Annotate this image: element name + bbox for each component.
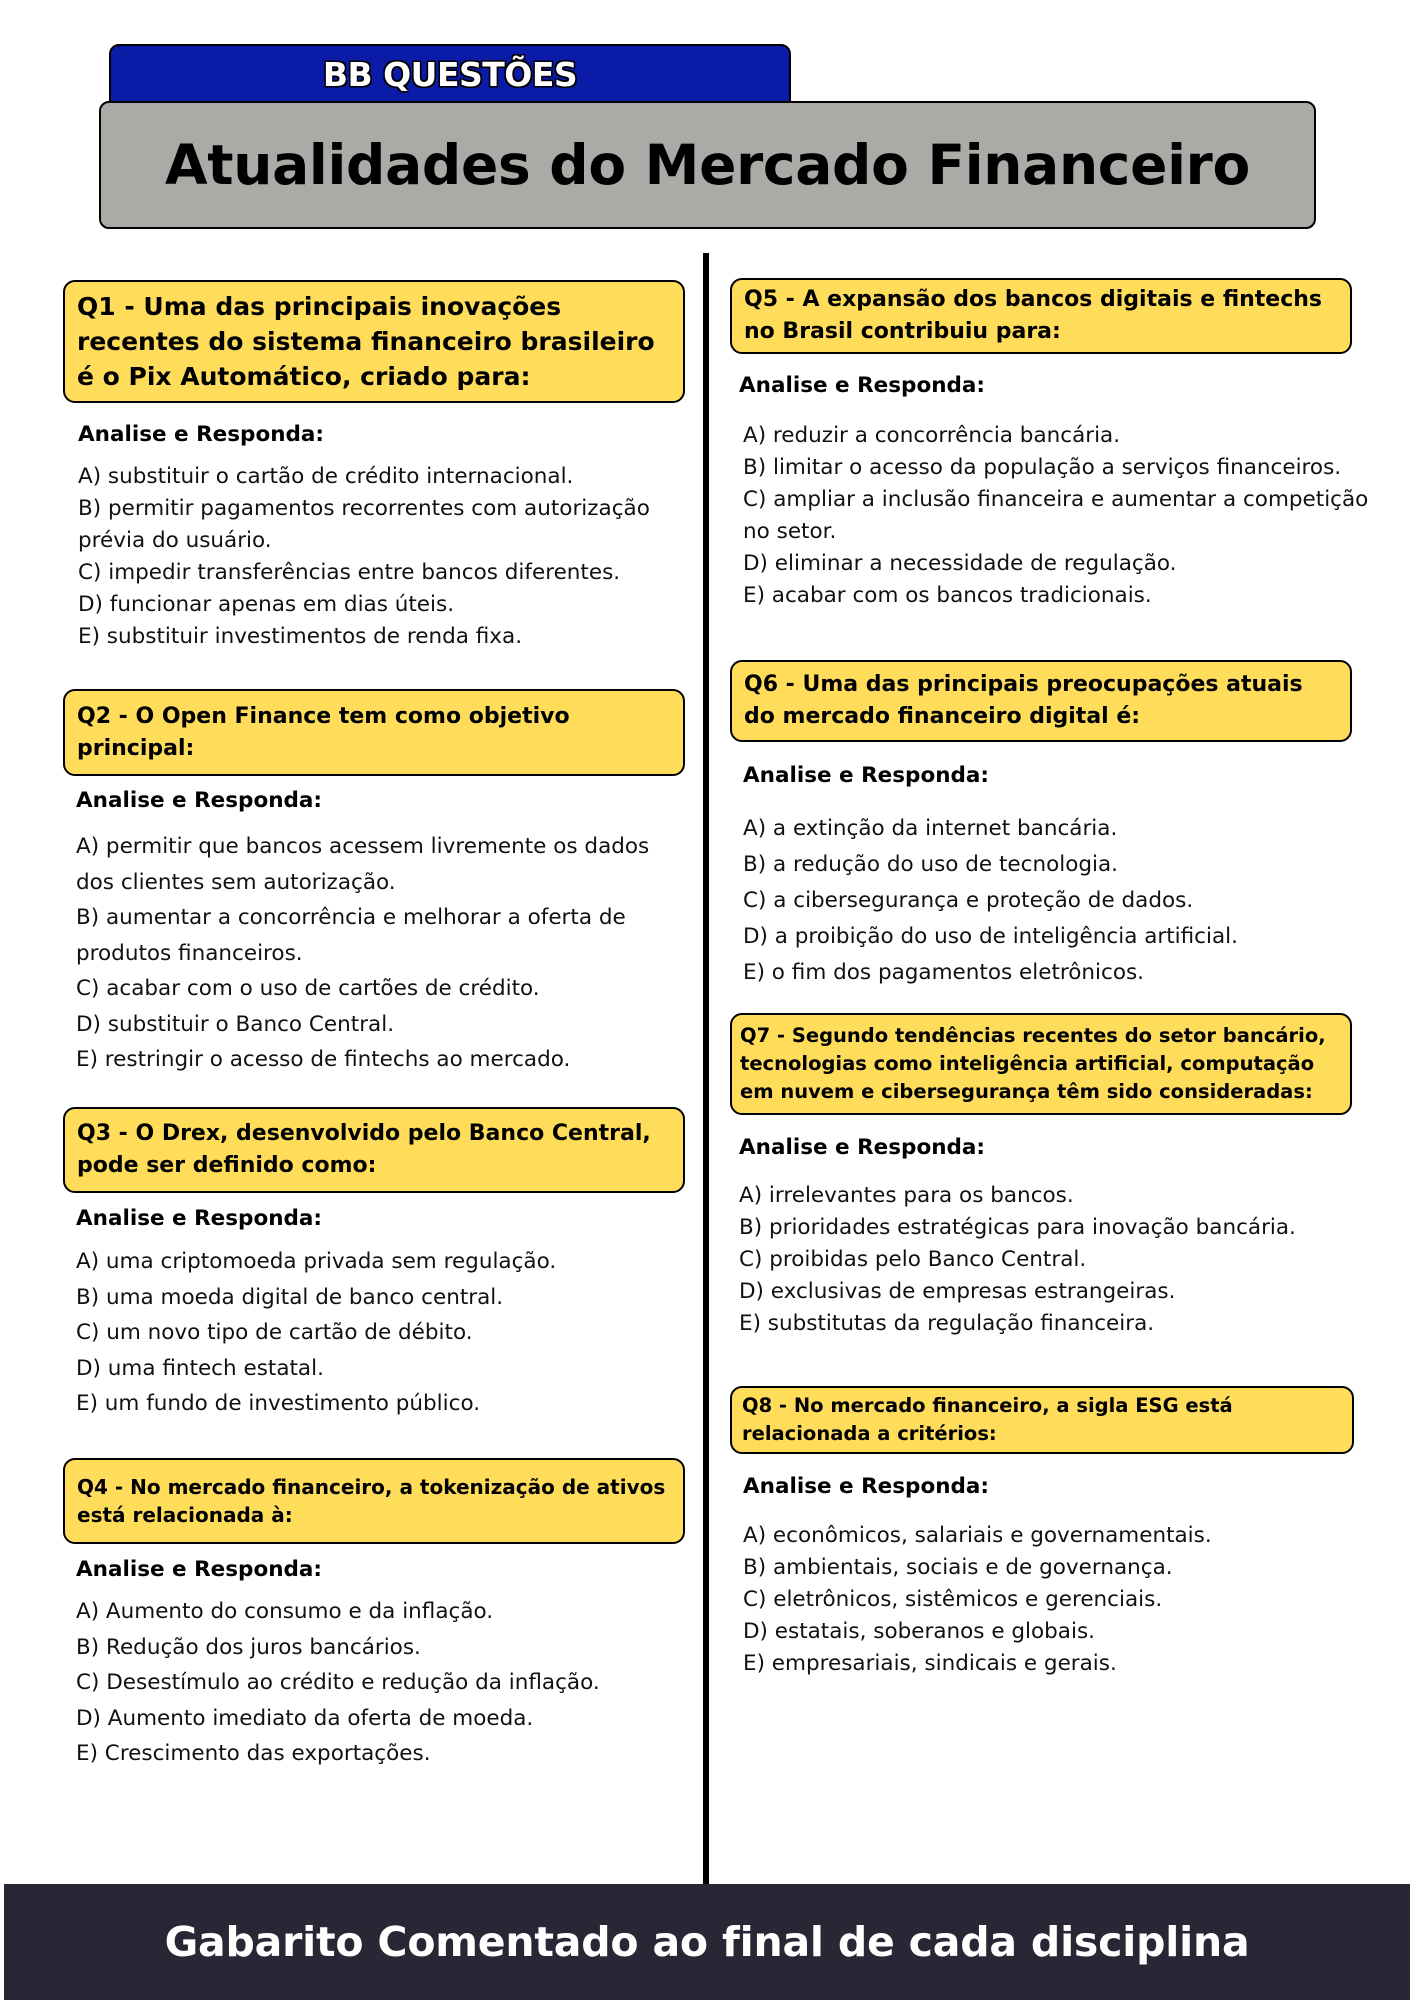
- question-4-options: [76, 1594, 676, 1772]
- question-8-analise-label: Analise e Responda:: [743, 1474, 990, 1499]
- question-2-option-d: D) substituir o Banco Central.: [76, 1011, 395, 1037]
- question-6-option-a: A) a extinção da internet bancária.: [743, 816, 1118, 841]
- question-5-option-c: C) ampliar a inclusão financeira e aumentar a competição no setor.: [743, 487, 1369, 544]
- question-7-analise-label: Analise e Responda:: [739, 1135, 986, 1160]
- question-6-option-e: E) o fim dos pagamentos eletrônicos.: [743, 960, 1145, 985]
- question-5-analise-label: Analise e Responda:: [739, 373, 986, 398]
- question-4-option-d: D) Aumento imediato da oferta de moeda.: [76, 1705, 534, 1731]
- question-7-option-c: C) proibidas pelo Banco Central.: [739, 1247, 1087, 1272]
- question-1-analise-label: Analise e Responda:: [78, 422, 325, 447]
- question-3-heading: Q3 - O Drex, desenvolvido pelo Banco Central, pode ser definido como:: [63, 1107, 685, 1193]
- question-4-option-b: B) Redução dos juros bancários.: [76, 1634, 421, 1660]
- question-8-options: [743, 1520, 1363, 1680]
- question-8-option-a: A) econômicos, salariais e governamentais.: [743, 1523, 1212, 1548]
- question-4-option-e: E) Crescimento das exportações.: [76, 1741, 431, 1766]
- question-8-option-c: C) eletrônicos, sistêmicos e gerenciais.: [743, 1587, 1163, 1612]
- question-1-options: [78, 461, 700, 653]
- brand-tab: BB QUESTÕES: [109, 44, 791, 106]
- question-7-option-d: D) exclusivas de empresas estrangeiras.: [739, 1279, 1176, 1304]
- question-5-option-e: E) acabar com os bancos tradicionais.: [743, 583, 1152, 608]
- question-2-option-e: E) restringir o acesso de fintechs ao mercado.: [76, 1047, 571, 1072]
- question-1-option-e: E) substituir investimentos de renda fixa.: [78, 624, 523, 649]
- question-6-analise-label: Analise e Responda:: [743, 763, 990, 788]
- question-3-analise-label: Analise e Responda:: [76, 1206, 323, 1231]
- question-5-option-b: B) limitar o acesso da população a serviços financeiros.: [743, 455, 1342, 480]
- question-5-heading: Q5 - A expansão dos bancos digitais e fintechs no Brasil contribuiu para:: [730, 278, 1352, 354]
- question-1-heading: Q1 - Uma das principais inovações recentes do sistema financeiro brasileiro é o Pix Automático, criado para:: [63, 280, 685, 403]
- question-5-option-a: A) reduzir a concorrência bancária.: [743, 423, 1121, 448]
- question-6-option-b: B) a redução do uso de tecnologia.: [743, 852, 1119, 877]
- question-6-heading: Q6 - Uma das principais preocupações atuais do mercado financeiro digital é:: [730, 660, 1352, 742]
- question-6-option-d: D) a proibição do uso de inteligência artificial.: [743, 924, 1238, 949]
- question-3-options: [76, 1244, 676, 1422]
- question-1-option-b: B) permitir pagamentos recorrentes com autorização prévia do usuário.: [78, 496, 650, 553]
- question-7-option-a: A) irrelevantes para os bancos.: [739, 1183, 1074, 1208]
- question-8-option-d: D) estatais, soberanos e globais.: [743, 1619, 1095, 1644]
- question-1-option-d: D) funcionar apenas em dias úteis.: [78, 592, 455, 617]
- question-7-heading: Q7 - Segundo tendências recentes do setor bancário, tecnologias como inteligência artificial, computação em nuvem e cibersegurança têm sido consideradas:: [730, 1013, 1352, 1115]
- question-1-option-a: A) substituir o cartão de crédito internacional.: [78, 464, 574, 489]
- question-2-heading: Q2 - O Open Finance tem como objetivo principal:: [63, 689, 685, 776]
- question-7-options: [739, 1180, 1369, 1340]
- question-6-options: [743, 811, 1363, 991]
- question-2-options: [76, 829, 676, 1078]
- question-8-option-b: B) ambientais, sociais e de governança.: [743, 1555, 1173, 1580]
- question-6-option-c: C) a cibersegurança e proteção de dados.: [743, 888, 1194, 913]
- question-8-option-e: E) empresariais, sindicais e gerais.: [743, 1651, 1117, 1676]
- question-4-option-c: C) Desestímulo ao crédito e redução da inflação.: [76, 1670, 600, 1695]
- question-5-options: [743, 420, 1383, 612]
- question-2-option-a: A) permitir que bancos acessem livremente os dados dos clientes sem autorização.: [76, 834, 650, 895]
- page-title: Atualidades do Mercado Financeiro: [99, 101, 1316, 229]
- question-3-option-e: E) um fundo de investimento público.: [76, 1391, 481, 1416]
- question-7-option-b: B) prioridades estratégicas para inovação bancária.: [739, 1215, 1296, 1240]
- question-3-option-c: C) um novo tipo de cartão de débito.: [76, 1320, 473, 1345]
- question-3-option-a: A) uma criptomoeda privada sem regulação.: [76, 1249, 557, 1274]
- question-3-option-b: B) uma moeda digital de banco central.: [76, 1284, 504, 1310]
- question-7-option-e: E) substitutas da regulação financeira.: [739, 1311, 1155, 1336]
- question-5-option-d: D) eliminar a necessidade de regulação.: [743, 551, 1177, 576]
- question-2-analise-label: Analise e Responda:: [76, 788, 323, 813]
- footer-banner: Gabarito Comentado ao final de cada disciplina: [4, 1884, 1410, 2000]
- question-1-option-c: C) impedir transferências entre bancos diferentes.: [78, 560, 621, 585]
- question-4-heading: Q4 - No mercado financeiro, a tokenização de ativos está relacionada à:: [63, 1458, 685, 1544]
- question-2-option-b: B) aumentar a concorrência e melhorar a oferta de produtos financeiros.: [76, 905, 626, 966]
- question-4-option-a: A) Aumento do consumo e da inflação.: [76, 1599, 494, 1624]
- column-divider: [703, 253, 709, 1885]
- question-4-analise-label: Analise e Responda:: [76, 1557, 323, 1582]
- question-3-option-d: D) uma fintech estatal.: [76, 1355, 324, 1381]
- question-8-heading: Q8 - No mercado financeiro, a sigla ESG está relacionada a critérios:: [730, 1386, 1354, 1454]
- question-2-option-c: C) acabar com o uso de cartões de crédito.: [76, 976, 540, 1001]
